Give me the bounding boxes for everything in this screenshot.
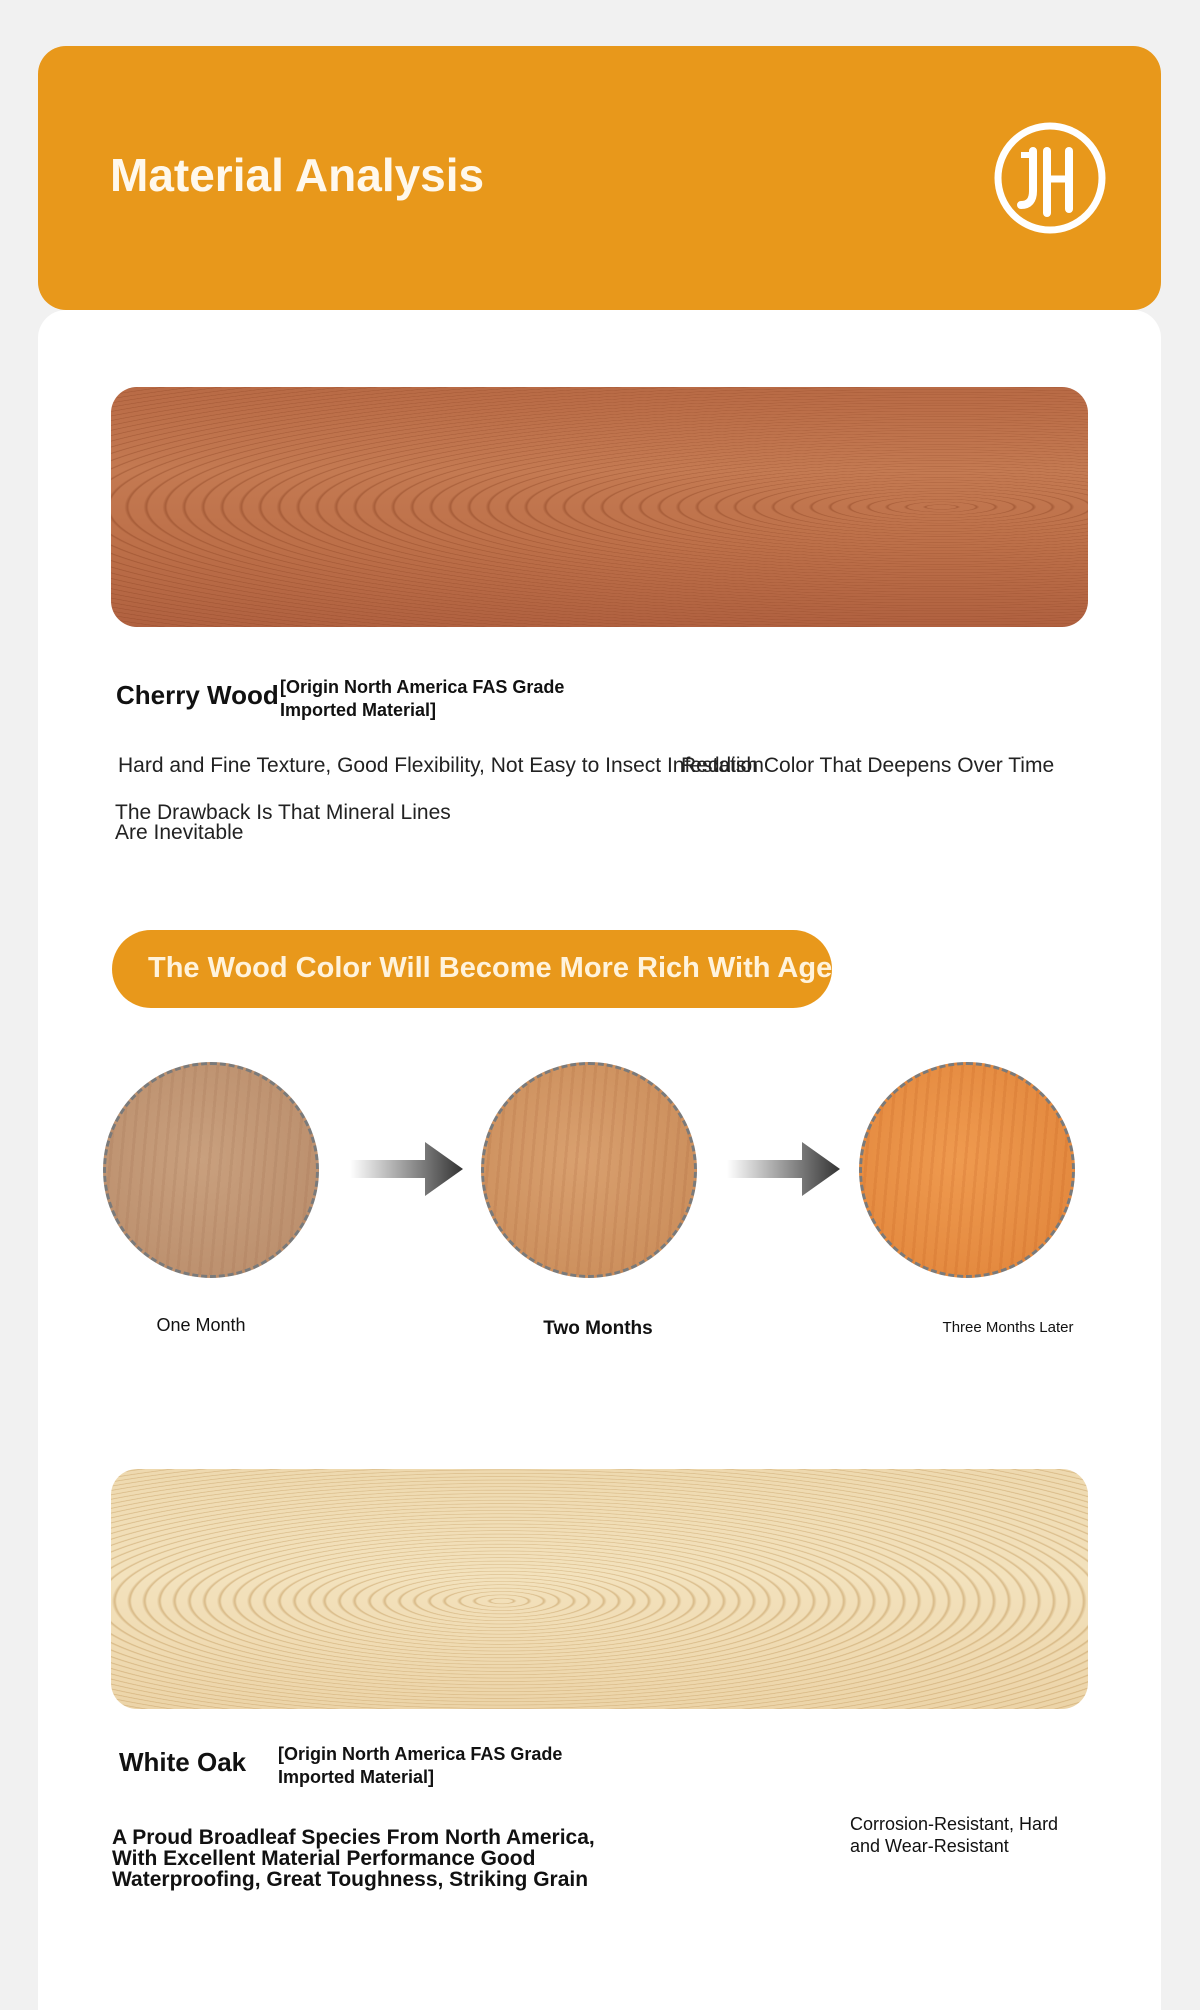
stage-label-one-month: One Month xyxy=(156,1315,246,1335)
page-title: Material Analysis xyxy=(110,149,485,201)
stage-label-two-months: Two Months xyxy=(543,1318,653,1339)
cherry-origin-line1: [Origin North America FAS Grade xyxy=(280,677,565,697)
wood-sample-one-month xyxy=(103,1062,319,1278)
wood-sample-three-months xyxy=(859,1062,1075,1278)
oak-origin-line2: Imported Material] xyxy=(278,1767,435,1787)
cherry-wood-image xyxy=(111,387,1088,627)
oak-feature xyxy=(850,1813,1058,1857)
oak-description xyxy=(112,1827,595,1890)
oak-origin-line1: [Origin North America FAS Grade xyxy=(278,1744,563,1764)
cherry-drawback xyxy=(115,803,451,843)
cherry-origin xyxy=(280,676,564,722)
content-card xyxy=(38,310,1161,2010)
arrow-right-icon xyxy=(727,1140,842,1198)
oak-feature-line2: and Wear-Resistant xyxy=(850,1836,1009,1856)
cherry-drawback-line1: The Drawback Is That Mineral Lines xyxy=(115,801,451,824)
oak-origin xyxy=(278,1743,562,1789)
cherry-drawback-line2: Are Inevitable xyxy=(115,821,244,844)
oak-desc-line3: Waterproofing, Great Toughness, Striking Grain xyxy=(112,1868,589,1891)
cherry-feature-color: Reddish Color That Deepens Over Time xyxy=(681,754,1055,777)
monogram-logo-icon xyxy=(993,121,1107,235)
oak-desc-line1: A Proud Broadleaf Species From North America, xyxy=(112,1826,595,1849)
stage-label-three-months: Three Months Later xyxy=(942,1319,1074,1336)
cherry-feature-texture: Hard and Fine Texture, Good Flexibility, Not Easy to Insect Infestation xyxy=(118,754,764,777)
aging-banner xyxy=(112,930,832,1008)
arrow-right-icon xyxy=(350,1140,465,1198)
cherry-wood-title: Cherry Wood xyxy=(116,680,279,710)
header-banner xyxy=(38,46,1161,310)
aging-banner-text: The Wood Color Will Become More Rich With Age xyxy=(148,952,833,984)
white-oak-title: White Oak xyxy=(119,1747,247,1777)
white-oak-image xyxy=(111,1469,1088,1709)
cherry-origin-line2: Imported Material] xyxy=(280,700,437,720)
oak-feature-line1: Corrosion-Resistant, Hard xyxy=(850,1814,1059,1834)
wood-sample-two-months xyxy=(481,1062,697,1278)
oak-desc-line2: With Excellent Material Performance Good xyxy=(112,1847,536,1870)
